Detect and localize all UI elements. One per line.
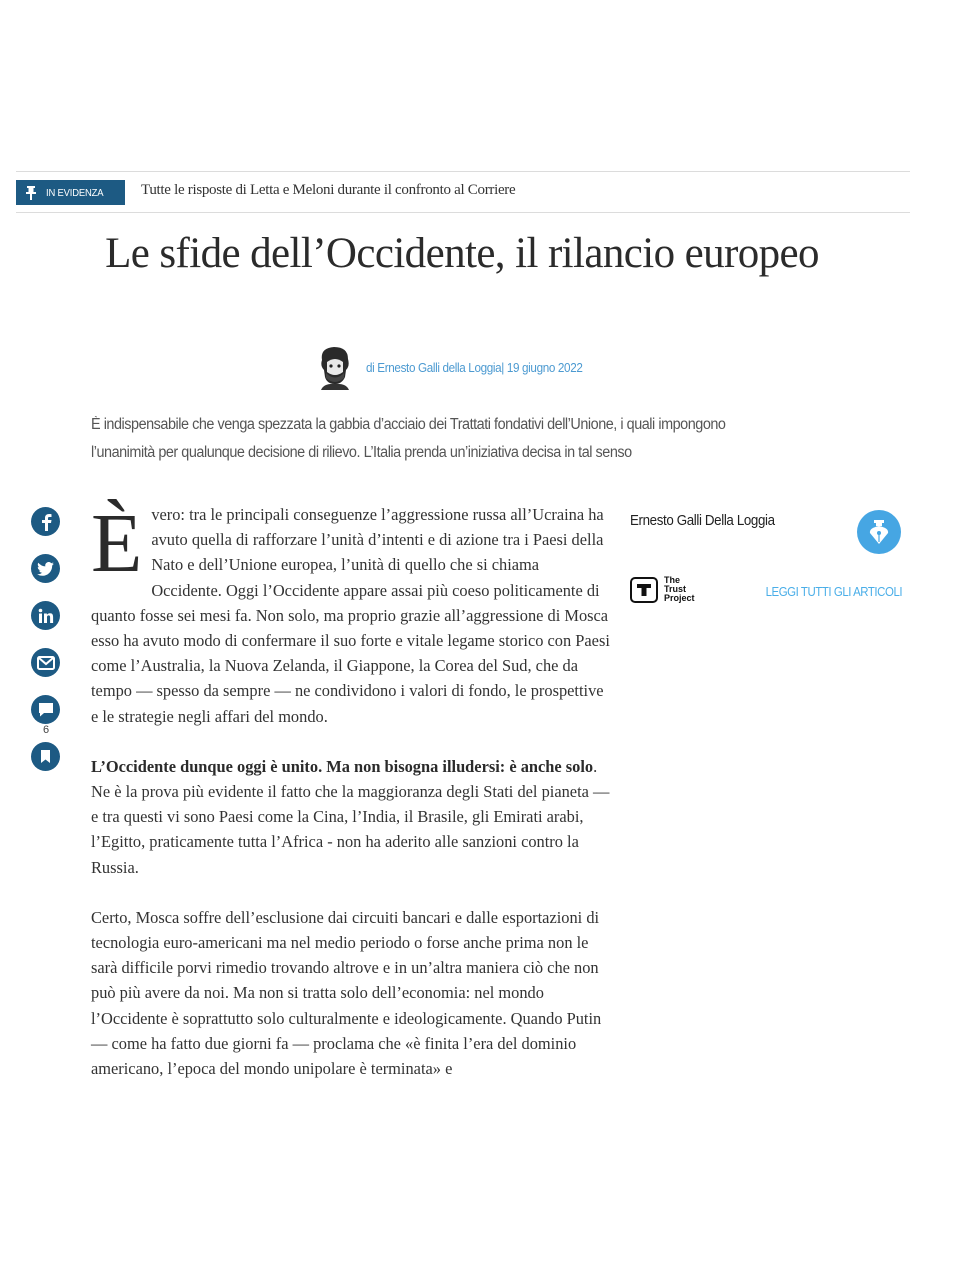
byline: [312, 345, 607, 389]
linkedin-icon: [38, 608, 54, 624]
summary-line: È indispensabile che venga spezzata la gabbia d’acciaio dei Trattati fondativi dell’Unione, i quali impongono: [91, 416, 726, 433]
publish-date: 19 giugno 2022: [506, 359, 583, 375]
in-evidenza-badge: [16, 180, 125, 205]
byline-prefix: di: [366, 359, 375, 375]
author-link[interactable]: Ernesto Galli della Loggia: [377, 359, 502, 375]
email-icon: [37, 656, 55, 670]
twitter-share-button[interactable]: [31, 554, 60, 583]
share-bar: [31, 507, 61, 789]
trust-line: The: [664, 575, 681, 585]
author-avatar[interactable]: [312, 344, 358, 390]
trust-project-logo[interactable]: [630, 576, 695, 603]
trust-line: Project: [664, 593, 695, 603]
in-evidenza-label: IN EVIDENZA: [46, 186, 104, 199]
top-divider: [16, 171, 910, 172]
trust-t-icon: [630, 577, 658, 603]
bookmark-icon: [40, 750, 51, 763]
article-body: [91, 497, 611, 1106]
summary-line: l’unanimità per qualunque decisione di rilievo. L’Italia prenda un’iniziativa decisa in tal senso: [91, 443, 632, 461]
byline-text: [366, 360, 582, 375]
paragraph-1: [91, 497, 611, 729]
bottom-divider: [16, 212, 910, 213]
paragraph-1-text: vero: tra le principali conseguenze l’aggressione russa all’Ucraina ha avuto quella di rafforzare l’unità d’intenti e di azione tra i Paesi della Nato e dell’Unione europea, l’unità di quello che si chiama Occidente. Oggi l’Occidente appare assai più coeso politicamente di quanto fosse sei mesi fa. Non solo, ma proprio grazie all’aggressione di Mosca esso ha avuto modo di confermare il suo forte e vitale legame storico con Paesi come l’Australia, la Nuova Zelanda, il Giappone, la Corea del Sud, che da tempo — spesso da sempre — ne condividono i valori di fondo, le prospettive e le strategie negli affari del mondo.: [91, 505, 610, 726]
trust-project-text: [664, 576, 695, 603]
in-evidenza-link[interactable]: Tutte le risposte di Letta e Meloni durante il confronto al Corriere: [141, 182, 516, 198]
author-name[interactable]: Ernesto Galli Della Loggia: [630, 513, 775, 529]
trust-line: Trust: [664, 584, 687, 594]
paragraph-2-bold: L’Occidente dunque oggi è unito. Ma non bisogna illudersi: è anche solo: [91, 756, 594, 776]
twitter-icon: [37, 562, 54, 576]
paragraph-3: Certo, Mosca soffre dell’esclusione dai circuiti bancari e dalle esportazioni di tecnologia euro-americani ma nel medio periodo o forse anche prima non le sarà difficile porvi rimedio trovando altrove e in un’altra maniera ciò che non può più avere da noi. Ma non si tratta solo dell’economia: nel mondo l’Occidente è soprattutto solo culturalmente e ideologicamente. Quando Putin — come ha fatto due giorni fa — proclama che «è finita l’era del dominio americano, l’epoca del mondo unipolare è terminata» e: [91, 907, 602, 1079]
paragraph-2-text: . Ne è la prova più evidente il fatto che la maggioranza degli Stati del pianeta — e tra questi vi sono Paesi come la Cina, l’India, il Brasile, gli Emirati arabi, l’Egitto, praticamente tutta l’Africa - non ha aderito alle sanzioni contro la Russia.: [91, 756, 610, 877]
byline-separator: |: [501, 359, 504, 375]
fountain-pen-icon[interactable]: [857, 510, 901, 554]
read-all-articles-link[interactable]: LEGGI TUTTI GLI ARTICOLI: [765, 584, 902, 599]
facebook-icon: [39, 513, 53, 531]
comments-icon: [38, 702, 54, 717]
paragraph-2: [91, 754, 611, 880]
email-share-button[interactable]: [31, 648, 60, 677]
article-summary: [91, 411, 821, 466]
facebook-share-button[interactable]: [31, 507, 60, 536]
drop-cap: È: [91, 497, 143, 590]
comments-button[interactable]: [31, 695, 60, 724]
linkedin-share-button[interactable]: [31, 601, 60, 630]
comments-count: 6: [42, 724, 50, 736]
bookmark-button[interactable]: [31, 742, 60, 771]
article-title: Le sfide dell’Occidente, il rilancio europeo: [105, 230, 819, 277]
pin-icon: [26, 186, 36, 200]
